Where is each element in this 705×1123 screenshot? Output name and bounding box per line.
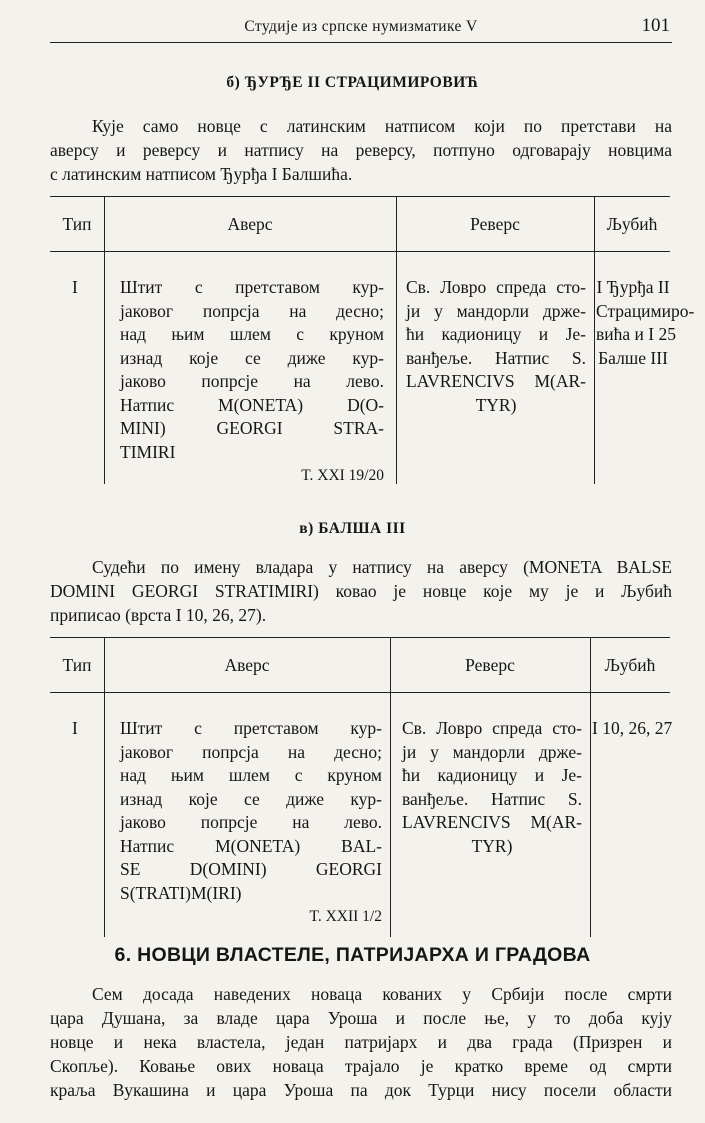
column-divider [390, 693, 391, 937]
cell-ljubic [596, 276, 695, 370]
section-6-heading: 6. НОВЦИ ВЛАСТЕЛЕ, ПАТРИЈАРХА И ГРАДОВА [114, 944, 591, 966]
header-revers: Реверс [465, 655, 515, 675]
column-divider [104, 638, 105, 692]
paragraph-line: приписао (врста I 10, 26, 27). [50, 605, 267, 625]
cell-line: јаковог попрсја на десно; [120, 741, 382, 762]
cell-line: TIMIRI [120, 441, 176, 462]
paragraph-line: Скопље). Ковање ових новаца трајало је кратко време од смрти [50, 1056, 672, 1076]
cell-line: I 10, 26, 27 [592, 718, 673, 738]
cell-avers [120, 717, 382, 929]
paragraph-line: Сем досада наведених новаца кованих у Србији после смрти [92, 984, 672, 1004]
column-divider [594, 197, 595, 251]
cell-line: јаковог попрсја на десно; [120, 300, 384, 321]
cell-line: над њим шлем с круном [120, 324, 384, 344]
cell-line: Св. Ловро спреда сто- [402, 718, 582, 738]
coin-table-balsa [50, 637, 673, 937]
cell-line: Натпис M(ONETA) D(O- [120, 394, 384, 415]
cell-line: над њим шлем с круном [120, 765, 382, 785]
paragraph-line: с латинским натписом Ђурђа I Балшића. [50, 164, 353, 184]
section-6-paragraph [50, 982, 672, 1102]
header-ljubic: Љубић [606, 214, 658, 234]
cell-line: MINI) GEORGI STRA- [120, 418, 384, 438]
cell-avers [120, 276, 384, 488]
table-header-row [50, 638, 670, 693]
cell-line: Натпис M(ONETA) BAL- [120, 835, 382, 856]
column-divider [594, 252, 595, 484]
paragraph-line: Кује само новце с латинским натписом који по претстави на [92, 116, 672, 136]
cell-line: S(TRATI)M(IRI) [120, 882, 242, 903]
column-divider [590, 693, 591, 937]
running-title: Студије из српске нумизматике V [244, 18, 478, 35]
column-divider [390, 638, 391, 692]
paragraph-line: цара Душана, за владе цара Уроша и после ње, у то доба кују [50, 1008, 672, 1028]
cell-line: изнад које се диже кур- [120, 347, 384, 368]
coin-table-djuradj [50, 196, 695, 484]
header-revers: Реверс [470, 214, 520, 234]
paragraph-line: DOMINI GEORGI STRATIMIRI) ковао је новце које му је и Љубић [50, 581, 672, 601]
plate-reference: T. XXII 1/2 [309, 908, 382, 925]
cell-line: ји у мандорли држе- [402, 741, 582, 762]
cell-line: Балше III [598, 347, 668, 368]
cell-line: ји у мандорли држе- [406, 300, 586, 321]
header-avers: Аверс [227, 214, 273, 234]
page-number: 101 [641, 15, 670, 36]
header-avers: Аверс [224, 655, 270, 675]
cell-line: ћи кадионицу и Је- [402, 765, 582, 785]
cell-line: I Ђурђа II [596, 277, 670, 297]
column-divider [104, 252, 105, 484]
column-divider [396, 197, 397, 251]
cell-line: TYR) [475, 394, 517, 415]
cell-revers [402, 717, 582, 858]
table-row [50, 693, 673, 937]
paragraph-line: аверсу и реверсу и натпису на реверсу, потпуно одговарају новцима [50, 140, 672, 160]
header-type: Тип [62, 214, 92, 234]
paragraph-line: Судећи по имену владара у натпису на аверсу (MONETA BALSE [92, 557, 672, 577]
cell-line: ћи кадионицу и Је- [406, 324, 586, 344]
header-type: Тип [62, 655, 92, 675]
cell-line: ванђеље. Натпис S. [406, 347, 586, 368]
cell-line: LAVRENCIVS M(AR- [402, 812, 582, 832]
cell-line: SE D(OMINI) GEORGI [120, 859, 382, 879]
cell-line: јаково попрсје на лево. [120, 812, 382, 832]
paragraph-line: новце и нека властела, један патријарх и два града (Призрен и [50, 1032, 672, 1052]
paragraph-line: краља Вукашина и цара Уроша па док Турци нису посели области [50, 1080, 672, 1100]
cell-line: TYR) [471, 835, 513, 856]
table-header-row [50, 197, 670, 252]
cell-line: Штит с претставом кур- [120, 277, 384, 297]
cell-line: вића и I 25 [596, 324, 676, 344]
cell-type: I [72, 718, 78, 738]
cell-line: Св. Ловро спреда сто- [406, 277, 586, 297]
section-b-paragraph [50, 114, 672, 186]
cell-type: I [72, 277, 78, 297]
cell-line: Страцимиро- [596, 300, 695, 321]
cell-revers [406, 276, 586, 417]
section-b-heading: б) ЂУРЂЕ II СТРАЦИМИРОВИЋ [226, 74, 479, 91]
plate-reference: T. XXI 19/20 [301, 467, 384, 484]
cell-line: изнад које се диже кур- [120, 788, 382, 809]
section-v-heading: в) БАЛША III [299, 520, 406, 537]
cell-line: Штит с претставом кур- [120, 718, 382, 738]
cell-ljubic [592, 717, 673, 741]
header-ljubic: Љубић [604, 655, 656, 675]
column-divider [396, 252, 397, 484]
cell-line: ванђеље. Натпис S. [402, 788, 582, 809]
column-divider [104, 197, 105, 251]
column-divider [590, 638, 591, 692]
table-row [50, 252, 695, 484]
column-divider [104, 693, 105, 937]
cell-line: LAVRENCIVS M(AR- [406, 371, 586, 391]
cell-line: јаково попрсје на лево. [120, 371, 384, 391]
running-head [50, 14, 672, 43]
section-v-paragraph [50, 555, 672, 627]
